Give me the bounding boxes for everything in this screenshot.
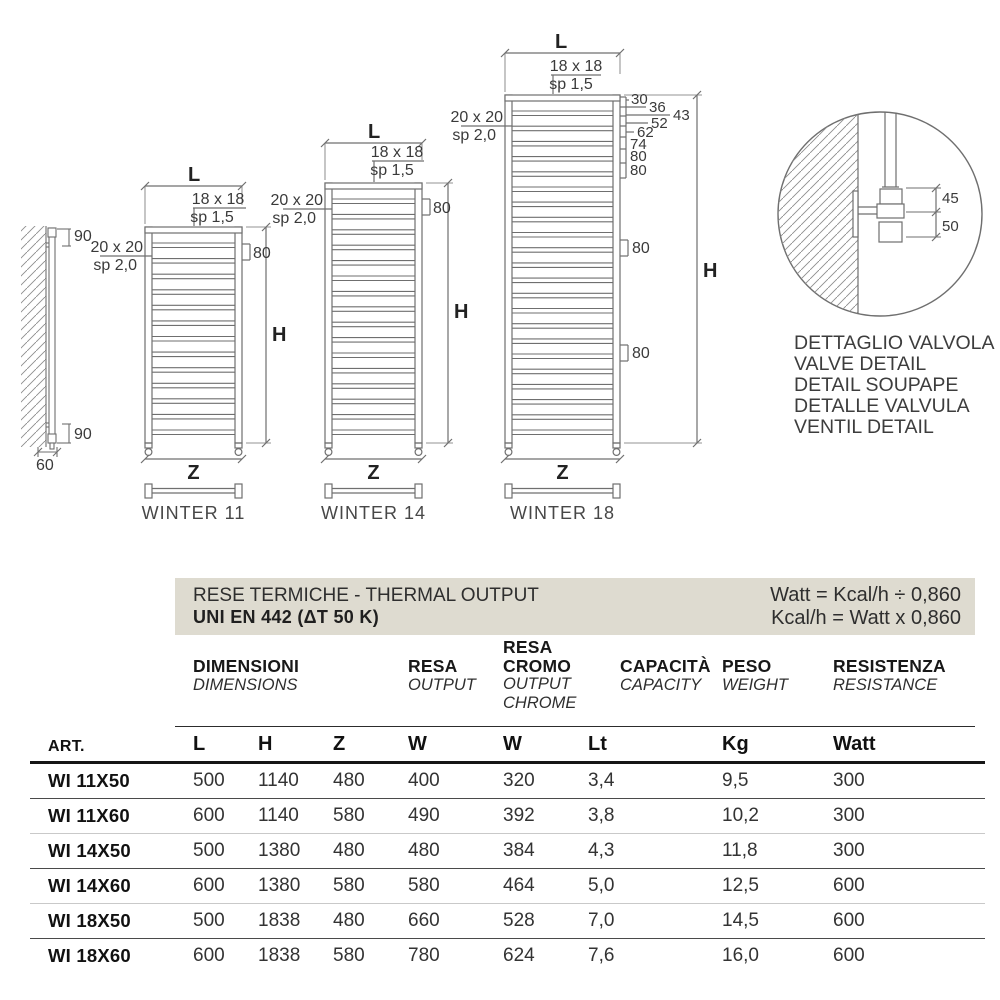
w11-coll-sp: sp 2,0 (93, 257, 137, 274)
group-sublabel: DIMENSIONS (193, 675, 298, 694)
group-header-resa-cromo (503, 638, 576, 712)
w11-dim-l: L (188, 164, 201, 186)
group-header-dimensioni (193, 657, 299, 694)
w18-tube-label: 18 x 18 (549, 58, 603, 75)
w18-pitch-30: 30 (631, 91, 648, 108)
group-sublabel: OUTPUT (503, 675, 571, 693)
col-header-z: Z (333, 733, 346, 755)
col-header-art: ART. (48, 738, 85, 755)
row-l: 500 (193, 770, 225, 791)
w11-dim-h: H (272, 324, 287, 346)
group-header-capacita (620, 657, 711, 694)
col-header-l: L (193, 733, 206, 755)
row-h: 1140 (258, 805, 299, 826)
group-label: DIMENSIONI (193, 656, 300, 676)
row-kg: 10,2 (722, 805, 759, 826)
row-watt: 300 (833, 770, 865, 791)
row-l: 600 (193, 805, 225, 826)
group-header-peso (722, 657, 788, 694)
row-z: 580 (333, 875, 365, 896)
row-watt: 600 (833, 875, 865, 896)
w18-mid-pitch-2: 80 (632, 345, 650, 362)
w18-model-label: WINTER 18 (509, 503, 616, 523)
row-watt: 300 (833, 805, 865, 826)
w14-pitch: 80 (433, 200, 451, 217)
col-header-h: H (258, 733, 273, 755)
col-header-lt: Lt (588, 733, 607, 755)
thermal-output-norm: UNI EN 442 (ΔT 50 K) (193, 607, 379, 627)
w11-pitch: 80 (253, 245, 271, 262)
row-h: 1838 (258, 910, 301, 931)
w11-model-label: WINTER 11 (141, 503, 246, 523)
group-sublabel: CAPACITY (620, 675, 702, 694)
row-lt: 7,6 (588, 945, 615, 966)
w18-dim-l: L (555, 31, 568, 53)
w14-dim-z: Z (367, 462, 380, 484)
row-art: WI 14X50 (48, 840, 131, 861)
conversion-formulas (770, 584, 961, 630)
row-w: 480 (408, 840, 440, 861)
row-lt: 5,0 (588, 875, 615, 896)
row-z: 580 (333, 945, 365, 966)
w18-dim-h: H (703, 260, 718, 282)
thermal-output-title: RESE TERMICHE - THERMAL OUTPUT (193, 585, 539, 606)
w18-dim-z: Z (556, 462, 569, 484)
valve-caption-de: VENTIL DETAIL (794, 416, 934, 438)
row-z: 480 (333, 840, 365, 861)
w18-pitch-74: 74 (630, 136, 647, 153)
row-l: 500 (193, 910, 225, 931)
row-lt: 4,3 (588, 840, 615, 861)
row-w: 400 (408, 770, 440, 791)
col-header-w-chrome: W (503, 733, 522, 755)
group-sublabel: WEIGHT (722, 675, 788, 694)
formula-kcal: Kcal/h = Watt x 0,860 (771, 606, 961, 629)
table-row (30, 764, 985, 799)
w14-tube-sp: sp 1,5 (370, 162, 414, 179)
row-art: WI 14X60 (48, 875, 131, 896)
row-z: 480 (333, 770, 365, 791)
valve-caption-fr: DETAIL SOUPAPE (794, 374, 959, 396)
valve-dim-45: 45 (942, 190, 959, 207)
table-row (30, 869, 985, 904)
side-dim-bottom: 90 (74, 426, 92, 443)
valve-wall-hatch (770, 108, 858, 322)
row-w-chrome: 320 (503, 770, 535, 791)
row-kg: 11,8 (722, 840, 758, 861)
row-w: 580 (408, 875, 440, 896)
row-watt: 600 (833, 910, 865, 931)
side-dim-depth: 60 (36, 457, 54, 474)
table-row (30, 799, 985, 834)
row-watt: 300 (833, 840, 865, 861)
col-header-watt: Watt (833, 733, 876, 755)
table-rule-thin (175, 726, 975, 727)
table-row (30, 904, 985, 939)
row-watt: 600 (833, 945, 865, 966)
w11-dim-z: Z (187, 462, 200, 484)
group-header-resa (408, 657, 476, 694)
col-header-kg: Kg (722, 733, 749, 755)
spec-table-body (30, 764, 985, 973)
w18-pitch-80a: 80 (630, 148, 647, 165)
wall-hatch (21, 226, 46, 447)
valve-detail-captions (794, 333, 994, 438)
valve-caption-es: DETALLE VALVULA (794, 395, 970, 417)
w18-pitch-80b: 80 (630, 162, 647, 179)
row-w: 780 (408, 945, 440, 966)
row-l: 600 (193, 945, 225, 966)
row-h: 1838 (258, 945, 301, 966)
group-label: RESA (408, 656, 458, 676)
group-label: CROMO (503, 655, 572, 676)
w18-pitch-43: 43 (673, 107, 690, 124)
row-w-chrome: 528 (503, 910, 535, 931)
side-view-drawing (21, 226, 71, 457)
w11-tube-sp: sp 1,5 (190, 209, 234, 226)
side-dim-top: 90 (74, 228, 92, 245)
row-h: 1380 (258, 840, 301, 861)
row-kg: 14,5 (722, 910, 759, 931)
row-z: 480 (333, 910, 365, 931)
valve-dim-50: 50 (942, 218, 959, 235)
row-lt: 7,0 (588, 910, 615, 931)
w14-coll-sp: sp 2,0 (272, 210, 316, 227)
valve-caption-en: VALVE DETAIL (794, 353, 927, 375)
row-z: 580 (333, 805, 365, 826)
row-kg: 9,5 (722, 770, 749, 791)
valve-caption-it: DETTAGLIO VALVOLA (794, 332, 995, 354)
w18-pitch-52: 52 (651, 115, 668, 132)
w14-tube-label: 18 x 18 (370, 144, 424, 161)
row-art: WI 11X50 (48, 770, 130, 791)
w11-coll-label: 20 x 20 (90, 239, 143, 256)
row-kg: 12,5 (722, 875, 759, 896)
group-sublabel: CHROME (503, 693, 577, 712)
group-sublabel: OUTPUT (408, 675, 476, 694)
group-label: CAPACITÀ (620, 656, 711, 676)
w14-dim-l: L (368, 121, 381, 143)
formula-watt: Watt = Kcal/h ÷ 0,860 (770, 583, 961, 606)
row-kg: 16,0 (722, 945, 759, 966)
row-art: WI 18X50 (48, 910, 131, 931)
w11-tube-label: 18 x 18 (191, 191, 245, 208)
thermal-output-title-block (193, 585, 539, 628)
w18-pitch-62: 62 (637, 124, 654, 141)
w18-coll-label: 20 x 20 (450, 109, 503, 126)
table-column-headers (30, 729, 985, 759)
row-art: WI 11X60 (48, 805, 130, 826)
valve-detail-drawing (770, 108, 982, 322)
group-label: RESISTENZA (833, 656, 946, 676)
row-art: WI 18X60 (48, 945, 131, 966)
group-label: RESA (503, 637, 553, 657)
table-row (30, 834, 985, 869)
row-l: 600 (193, 875, 225, 896)
group-label: PESO (722, 656, 772, 676)
row-h: 1380 (258, 875, 301, 896)
row-lt: 3,8 (588, 805, 615, 826)
row-h: 1140 (258, 770, 299, 791)
col-header-w: W (408, 733, 427, 755)
radiator-winter-11 (100, 182, 271, 498)
row-w-chrome: 392 (503, 805, 535, 826)
w18-tube-sp: sp 1,5 (549, 76, 593, 93)
row-lt: 3,4 (588, 770, 615, 791)
row-w-chrome: 464 (503, 875, 535, 896)
row-w-chrome: 384 (503, 840, 535, 861)
row-w: 490 (408, 805, 440, 826)
table-row (30, 939, 985, 973)
row-l: 500 (193, 840, 225, 861)
w14-model-label: WINTER 14 (320, 503, 427, 523)
row-w-chrome: 624 (503, 945, 535, 966)
w14-coll-label: 20 x 20 (270, 192, 323, 209)
group-header-resistenza (833, 657, 946, 694)
thermal-output-header-bar (175, 578, 975, 635)
w14-dim-h: H (454, 301, 469, 323)
group-sublabel: RESISTANCE (833, 675, 938, 694)
row-w: 660 (408, 910, 440, 931)
w18-coll-sp: sp 2,0 (452, 127, 496, 144)
w18-mid-pitch-1: 80 (632, 240, 650, 257)
w18-pitch-36: 36 (649, 99, 666, 116)
